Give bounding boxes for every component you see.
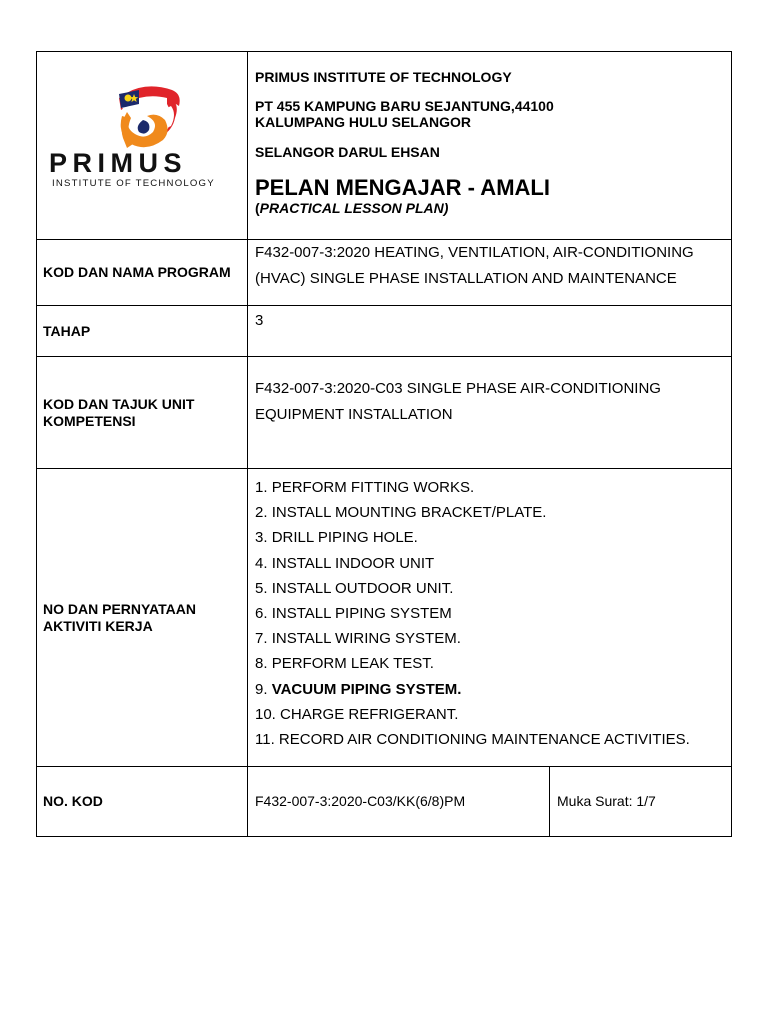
activity-item [255, 576, 731, 601]
activity-item [255, 551, 731, 576]
unit-row [37, 357, 732, 469]
page-subtitle [255, 200, 731, 216]
activities-list [255, 475, 731, 752]
page-number: Muka Surat: 1/7 [550, 767, 732, 837]
unit-label: KOD DAN TAJUK UNIT KOMPETENSI [37, 357, 248, 469]
activity-text: PERFORM FITTING WORKS. [271, 479, 475, 496]
activity-item [255, 475, 731, 500]
activity-text: CHARGE REFRIGERANT. [280, 705, 459, 723]
level-value: 3 [248, 306, 732, 357]
code-value: F432-007-3:2020-C03/KK(6/8)PM [248, 767, 550, 837]
activities-cell [248, 469, 732, 767]
page-title: PELAN MENGAJAR - AMALI [255, 175, 550, 200]
code-label: NO. KOD [37, 767, 248, 837]
activity-text: INSTALL WIRING SYSTEM. [271, 630, 461, 648]
unit-value: F432-007-3:2020-C03 SINGLE PHASE AIR-CONDITIONING EQUIPMENT INSTALLATION [248, 357, 732, 469]
activity-number: 9. [255, 680, 268, 698]
activity-item [255, 702, 731, 727]
activity-number: 5. [255, 579, 268, 597]
program-row [37, 240, 732, 306]
activity-number: 1. [255, 479, 268, 496]
activity-text: RECORD AIR CONDITIONING MAINTENANCE ACTIVITIES. [278, 731, 690, 749]
lesson-plan-document [36, 51, 731, 837]
activity-text: INSTALL INDOOR UNIT [271, 554, 435, 572]
activity-number: 10. [255, 705, 276, 723]
institute-name: PRIMUS INSTITUTE OF TECHNOLOGY [255, 69, 512, 85]
activity-text: PERFORM LEAK TEST. [271, 655, 434, 673]
level-row [37, 306, 732, 357]
logo-brand-text: PRIMUS [49, 148, 188, 178]
program-label: KOD DAN NAMA PROGRAM [37, 240, 248, 306]
activity-number: 4. [255, 554, 268, 572]
activity-text: DRILL PIPING HOLE. [271, 529, 418, 547]
activity-number: 7. [255, 630, 268, 648]
activity-item [255, 727, 731, 752]
activity-text: INSTALL MOUNTING BRACKET/PLATE. [271, 504, 547, 522]
logo-tagline-text: INSTITUTE OF TECHNOLOGY [52, 178, 215, 189]
activity-item [255, 601, 731, 626]
activity-number: 3. [255, 529, 268, 547]
activity-item [255, 651, 731, 676]
address-line-1: PT 455 KAMPUNG BARU SEJANTUNG,44100 [255, 98, 554, 114]
subtitle-paren: ( [255, 200, 260, 216]
lesson-plan-table [36, 51, 732, 837]
activity-item [255, 626, 731, 651]
activity-number: 11. [255, 731, 275, 749]
activity-number: 6. [255, 605, 268, 623]
activity-number: 8. [255, 655, 268, 673]
activities-label: NO DAN PERNYATAAN AKTIVITI KERJA [37, 469, 248, 767]
activity-text: INSTALL OUTDOOR UNIT. [271, 579, 454, 597]
address-line-2: KALUMPANG HULU SELANGOR [255, 114, 471, 130]
activity-item [255, 525, 731, 550]
primus-logo [47, 82, 237, 192]
code-row [37, 767, 732, 837]
header-row [37, 52, 732, 240]
activity-item [255, 677, 731, 702]
subtitle-italic: PRACTICAL LESSON PLAN) [259, 200, 449, 216]
address-line-3: SELANGOR DARUL EHSAN [255, 144, 440, 160]
level-label: TAHAP [37, 306, 248, 357]
activities-row [37, 469, 732, 767]
program-value: F432-007-3:2020 HEATING, VENTILATION, AIR-CONDITIONING (HVAC) SINGLE PHASE INSTALLATION AND MAINTENANCE [248, 240, 732, 306]
institute-info-cell [248, 52, 732, 240]
activity-text: INSTALL PIPING SYSTEM [271, 605, 452, 623]
primus-emblem-icon [121, 112, 168, 148]
activity-number: 2. [255, 504, 268, 522]
logo-cell [37, 52, 248, 240]
activity-item [255, 500, 731, 525]
activity-text: VACUUM PIPING SYSTEM. [271, 680, 462, 698]
